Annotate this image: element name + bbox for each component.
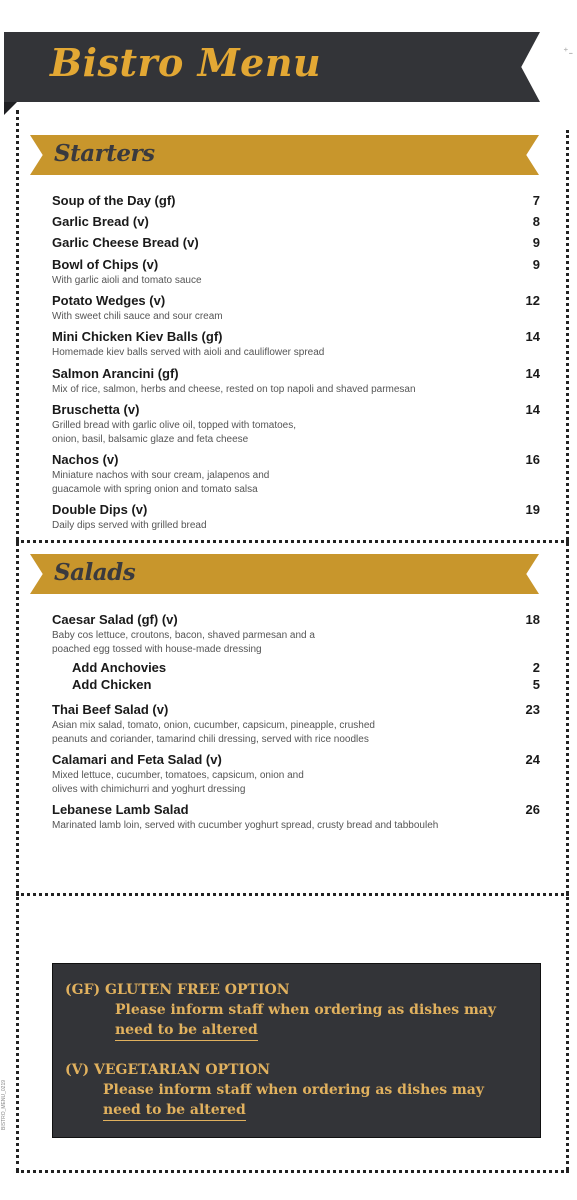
section-divider (16, 893, 569, 896)
item-name: Potato Wedges (v) (52, 293, 166, 308)
item-name: Lebanese Lamb Salad (52, 802, 189, 817)
item-price: 12 (525, 293, 540, 308)
print-code: BISTRO_MENU_0219 (1, 1079, 7, 1130)
menu-item (52, 752, 540, 797)
item-price: 14 (525, 402, 540, 417)
item-price: 14 (525, 366, 540, 381)
addon-price: 5 (532, 677, 540, 692)
menu-item (52, 702, 540, 747)
menu-addon (72, 660, 540, 676)
item-name: Thai Beef Salad (v) (52, 702, 169, 717)
dotted-border-bottom (16, 1170, 569, 1173)
dotted-border-right (566, 130, 569, 1170)
item-name: Double Dips (v) (52, 502, 148, 517)
item-price: 7 (532, 193, 540, 208)
v-note (103, 1080, 484, 1120)
dietary-notice-box (52, 963, 541, 1138)
item-description: Miniature nachos with sour cream, jalapenos and guacamole with spring onion and tomato salsa (52, 470, 270, 495)
menu-item (52, 612, 540, 657)
menu-item (52, 329, 540, 360)
gf-note (115, 1000, 496, 1040)
v-note-line2: need to be altered (103, 1102, 246, 1121)
menu-item (52, 257, 540, 288)
item-name: Caesar Salad (gf) (v) (52, 612, 178, 627)
gf-note-line1: Please inform staff when ordering as dishes may (115, 1002, 497, 1018)
addon-name: Add Anchovies (72, 660, 167, 675)
addon-name: Add Chicken (72, 677, 152, 692)
item-price: 18 (525, 612, 540, 627)
menu-item (52, 402, 540, 447)
menu-item (52, 366, 540, 397)
item-name: Garlic Cheese Bread (v) (52, 235, 199, 250)
item-name: Garlic Bread (v) (52, 214, 149, 229)
item-price: 24 (525, 752, 540, 767)
item-name: Mini Chicken Kiev Balls (gf) (52, 329, 223, 344)
item-price: 26 (525, 802, 540, 817)
gf-label: (GF) GLUTEN FREE OPTION (65, 982, 290, 998)
menu-item (52, 452, 540, 497)
item-description: Mixed lettuce, cucumber, tomatoes, capsicum, onion and olives with chimichurri and yoghurt dressing (52, 770, 304, 795)
v-note-line1: Please inform staff when ordering as dishes may (103, 1082, 485, 1098)
item-name: Calamari and Feta Salad (v) (52, 752, 222, 767)
item-description: Asian mix salad, tomato, onion, cucumber, capsicum, pineapple, crushed peanuts and coriander, tamarind chili dressing, served with rice noodles (52, 720, 375, 745)
item-description: Mix of rice, salmon, herbs and cheese, rested on top napoli and shaved parmesan (52, 384, 416, 395)
item-price: 16 (525, 452, 540, 467)
item-price: 23 (525, 702, 540, 717)
item-description: With garlic aioli and tomato sauce (52, 275, 202, 286)
item-price: 9 (532, 235, 540, 250)
menu-item (52, 802, 540, 833)
item-price: 8 (532, 214, 540, 229)
item-description: Homemade kiev balls served with aioli and cauliflower spread (52, 347, 325, 358)
menu-title: Bistro Menu (50, 40, 322, 85)
item-name: Bowl of Chips (v) (52, 257, 159, 272)
addon-price: 2 (532, 660, 540, 675)
item-description: Marinated lamb loin, served with cucumber yoghurt spread, crusty bread and tabbouleh (52, 820, 439, 831)
menu-item (52, 235, 540, 251)
menu-item (52, 193, 540, 209)
item-description: Grilled bread with garlic olive oil, topped with tomatoes, onion, basil, balsamic glaze and feta cheese (52, 420, 297, 445)
item-name: Bruschetta (v) (52, 402, 140, 417)
menu-item (52, 502, 540, 533)
item-description: Daily dips served with grilled bread (52, 520, 207, 531)
menu-item (52, 293, 540, 324)
item-name: Soup of the Day (gf) (52, 193, 176, 208)
item-price: 9 (532, 257, 540, 272)
menu-addon (72, 677, 540, 693)
item-description: Baby cos lettuce, croutons, bacon, shaved parmesan and a poached egg tossed with house-made dressing (52, 630, 315, 655)
gf-note-line2: need to be altered (115, 1022, 258, 1041)
banner-fold (4, 102, 17, 115)
item-name: Salmon Arancini (gf) (52, 366, 179, 381)
section-divider (16, 540, 569, 543)
item-price: 14 (525, 329, 540, 344)
item-description: With sweet chili sauce and sour cream (52, 311, 223, 322)
item-price: 19 (525, 502, 540, 517)
menu-item (52, 214, 540, 230)
starters-title: Starters (54, 140, 155, 167)
dotted-border-left (16, 110, 19, 1172)
v-label: (V) VEGETARIAN OPTION (65, 1062, 271, 1078)
salads-title: Salads (54, 559, 136, 586)
corner-mark: ᐩ- (563, 44, 574, 60)
item-name: Nachos (v) (52, 452, 119, 467)
